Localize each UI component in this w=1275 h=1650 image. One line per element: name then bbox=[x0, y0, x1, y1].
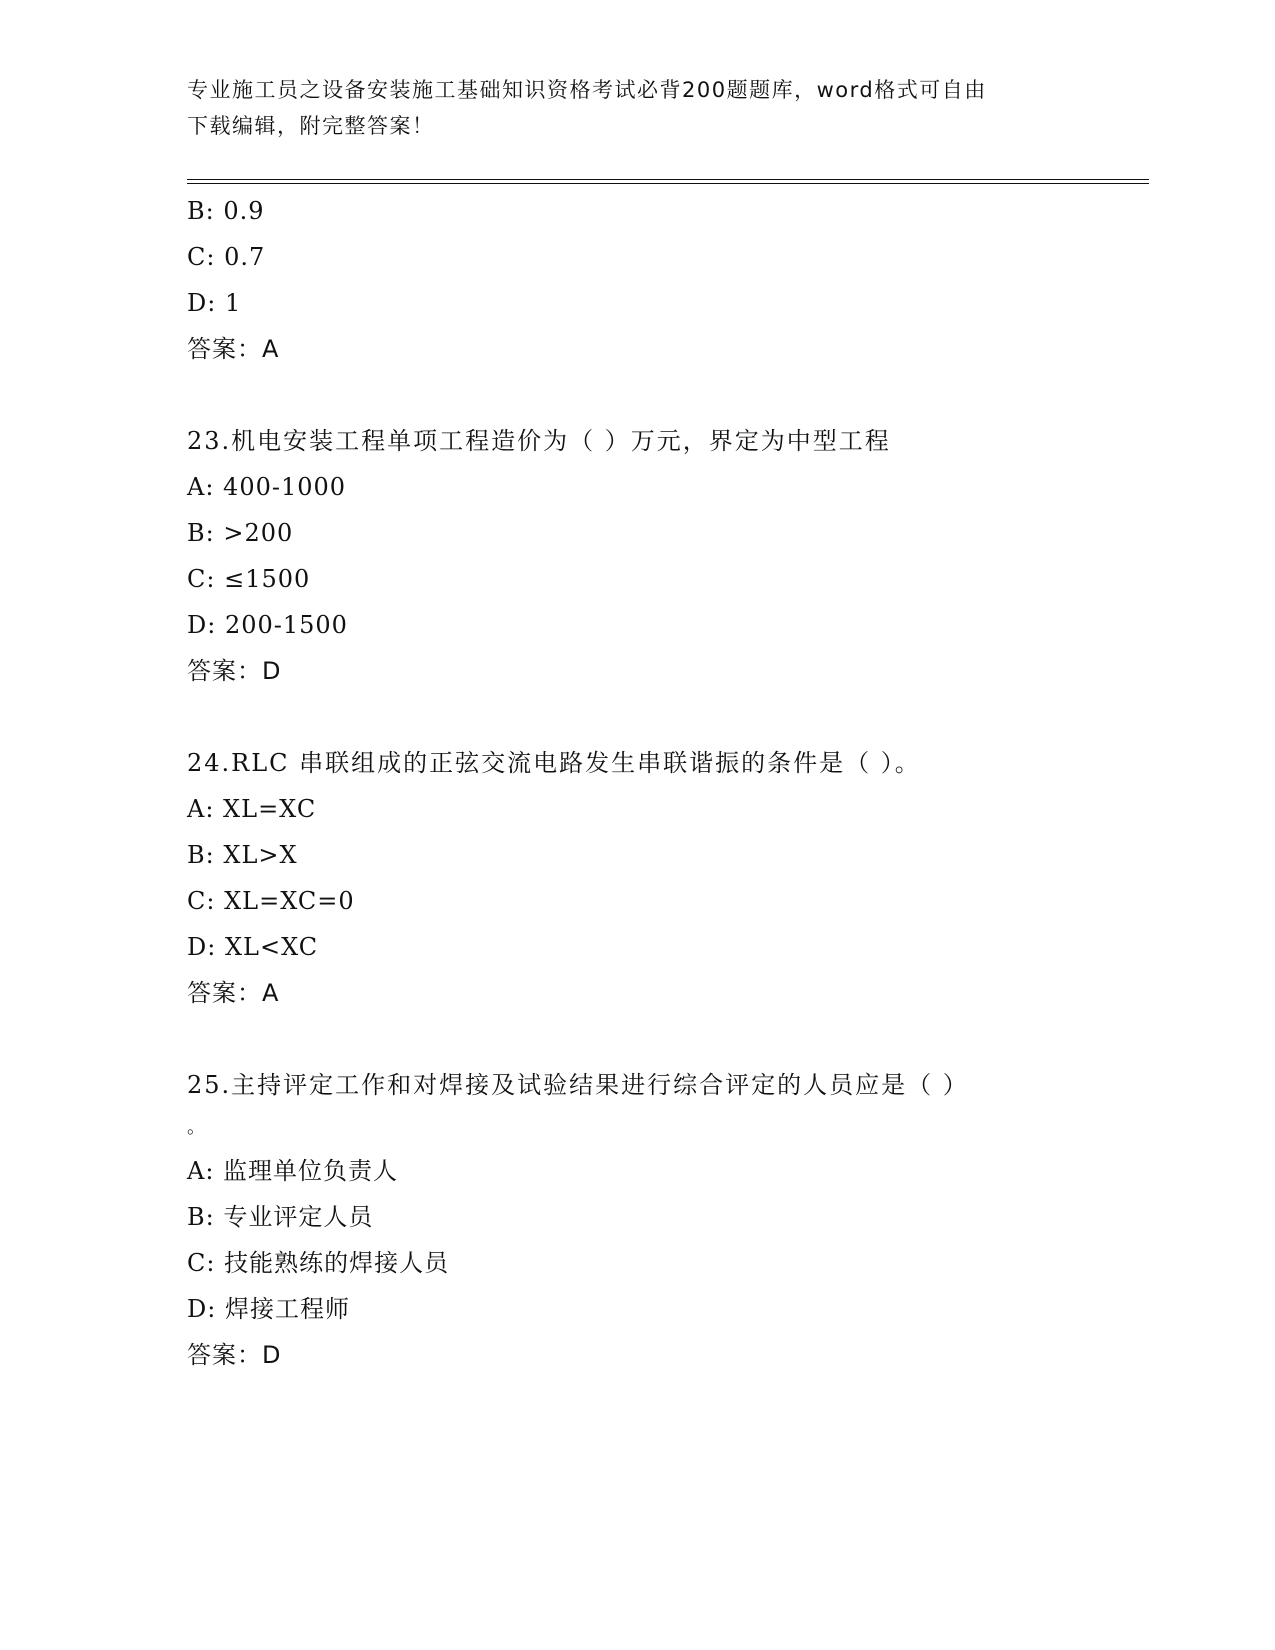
question-stem: 25.主持评定工作和对焊接及试验结果进行综合评定的人员应是（ ） bbox=[187, 1071, 969, 1099]
question-stem: 24.RLC 串联组成的正弦交流电路发生串联谐振的条件是（ ）。 bbox=[187, 749, 921, 777]
question-24 bbox=[187, 740, 1107, 1016]
option-d: D: XL<XC bbox=[187, 933, 319, 961]
question-23 bbox=[187, 418, 1107, 694]
question-stem: 23.机电安装工程单项工程造价为（ ）万元，界定为中型工程 bbox=[187, 427, 891, 455]
option-d: D: 200-1500 bbox=[187, 611, 348, 639]
option-a: A: 400-1000 bbox=[187, 473, 347, 501]
answer: 答案：A bbox=[187, 335, 280, 363]
option-c: C: ≤1500 bbox=[187, 565, 311, 593]
option-a: A: 监理单位负责人 bbox=[187, 1157, 399, 1185]
header-divider-top bbox=[187, 179, 1149, 180]
option-c: C: 技能熟练的焊接人员 bbox=[187, 1249, 450, 1277]
question-stem-continuation: 。 bbox=[187, 1117, 205, 1138]
option-b: B: 0.9 bbox=[187, 197, 265, 225]
header-line-2: 下载编辑，附完整答案！ bbox=[187, 114, 435, 138]
question-list bbox=[187, 188, 1107, 1378]
option-b: B: XL>X bbox=[187, 841, 298, 869]
header-line-1: 专业施工员之设备安装施工基础知识资格考试必背200题题库，word格式可自由 bbox=[187, 78, 987, 102]
option-c: C: 0.7 bbox=[187, 243, 266, 271]
option-b: B: >200 bbox=[187, 519, 294, 547]
option-b: B: 专业评定人员 bbox=[187, 1203, 374, 1231]
answer: 答案：A bbox=[187, 979, 280, 1007]
option-d: D: 1 bbox=[187, 289, 242, 317]
answer: 答案：D bbox=[187, 657, 282, 685]
option-d: D: 焊接工程师 bbox=[187, 1295, 350, 1323]
answer: 答案：D bbox=[187, 1341, 282, 1369]
document-header bbox=[187, 72, 1067, 144]
option-c: C: XL=XC=0 bbox=[187, 887, 355, 915]
question-25 bbox=[187, 1062, 1107, 1378]
option-a: A: XL=XC bbox=[187, 795, 317, 823]
partial-question bbox=[187, 188, 1107, 372]
header-divider-bottom bbox=[187, 183, 1149, 184]
